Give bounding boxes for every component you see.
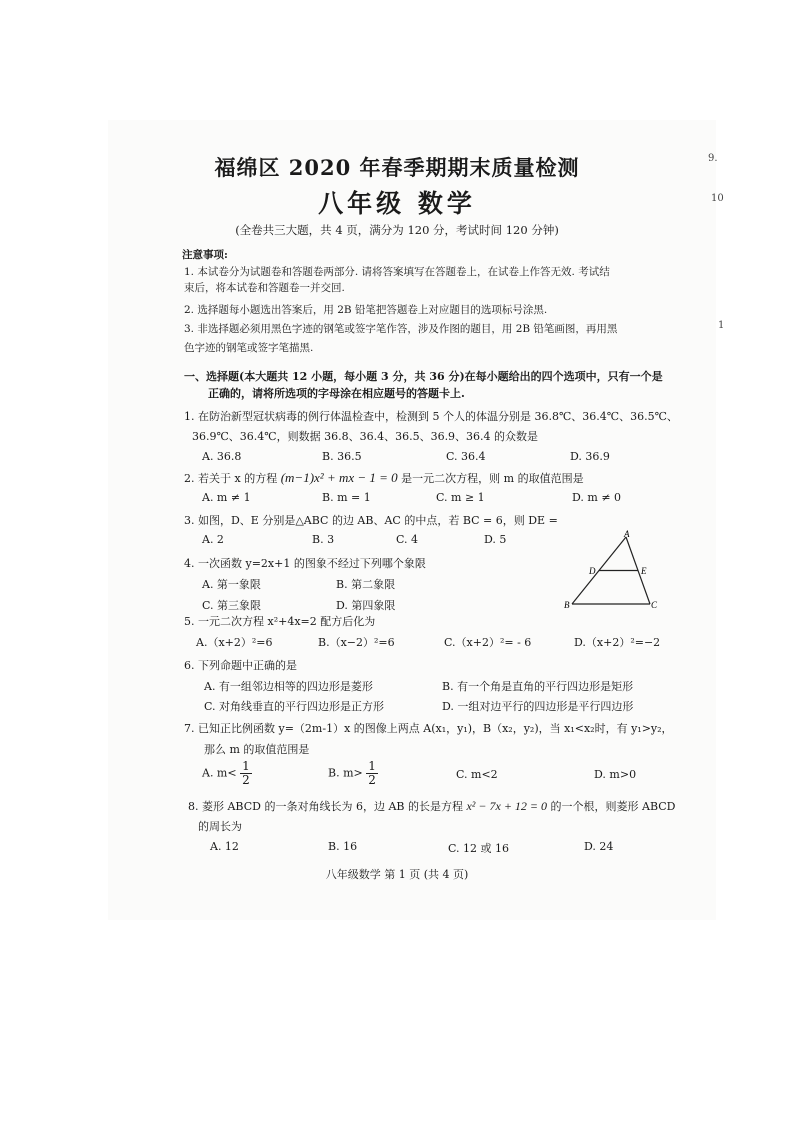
page-footer: 八年级数学 第 1 页 (共 4 页) — [325, 868, 469, 881]
q2-option-c: C. m ≥ 1 — [436, 491, 485, 504]
q4-stem: 4. 一次函数 y=2x+1 的图象不经过下列哪个象限 — [184, 557, 426, 570]
q1-option-a: A. 36.8 — [202, 450, 242, 463]
q4-option-a: A. 第一象限 — [202, 578, 261, 591]
q5-stem: 5. 一元二次方程 x²+4x=2 配方后化为 — [184, 615, 376, 628]
q1-option-b: B. 36.5 — [322, 450, 362, 463]
q1-option-d: D. 36.9 — [570, 450, 610, 463]
edge-mark: 9. — [708, 153, 718, 164]
q7-option-c: C. m<2 — [456, 768, 498, 781]
q7-option-a: A. m< — [202, 766, 237, 780]
q4-option-b: B. 第二象限 — [336, 578, 396, 591]
q5-option-c: C.（x+2）²= - 6 — [444, 636, 532, 649]
q2-equation: (m−1)x² + mx − 1 = 0 — [280, 470, 398, 485]
notice-line: 1. 本试卷分为试题卷和答题卷两部分. 请将答案填写在答题卷上，在试卷上作答无效. 考试结 — [184, 266, 610, 278]
q8-equation: x² − 7x + 12 = 0 — [466, 799, 548, 813]
q8-option-b: B. 16 — [328, 840, 358, 853]
q3-option-c: C. 4 — [396, 533, 419, 546]
notice-line: 束后，将本试卷和答题卷一并交回. — [184, 282, 345, 294]
section-heading: 一、选择题(本大题共 12 小题，每小题 3 分，共 36 分)在每小题给出的四个选项中，只有一个是 — [184, 370, 663, 383]
q7-fraction-half: $\frac{1}{2}$ — [242, 759, 250, 787]
q1-stem-cont: 36.9℃、36.4℃，则数据 36.8、36.4、36.5、36.9、36.4 的众数是 — [192, 430, 539, 443]
q4-option-c: C. 第三象限 — [202, 599, 262, 612]
q7-stem-cont: 那么 m 的取值范围是 — [204, 743, 310, 756]
q2-option-a: A. m ≠ 1 — [202, 491, 251, 504]
triangle-figure — [560, 528, 664, 612]
q3-option-b: B. 3 — [312, 533, 335, 546]
exam-info: (全卷共三大题，共 4 页，满分为 120 分，考试时间 120 分钟) — [235, 223, 559, 237]
q5-option-d: D.（x+2）²=−2 — [574, 636, 661, 649]
exam-title: 福绵区 2020 年春季期期末质量检测 — [214, 155, 580, 180]
label-e: E — [641, 566, 647, 576]
q1-stem: 1. 在防治新型冠状病毒的例行体温检查中，检测到 5 个人的体温分别是 36.8℃、36.4℃、36.5℃、 — [184, 410, 678, 423]
q1-option-c: C. 36.4 — [446, 450, 486, 463]
q7-option-b: B. m> — [328, 766, 363, 780]
q7-option-d: D. m>0 — [594, 768, 637, 781]
q8-option-c: C. 12 或 16 — [448, 842, 510, 855]
q6-option-b: B. 有一个角是直角的平行四边形是矩形 — [442, 680, 634, 693]
notice-line: 2. 选择题每小题选出答案后，用 2B 铅笔把答题卷上对应题目的选项标号涂黑. — [184, 304, 548, 316]
q2-option-b: B. m = 1 — [322, 491, 371, 504]
q2-option-d: D. m ≠ 0 — [572, 491, 622, 504]
q7-stem: 7. 已知正比例函数 y=（2m-1）x 的图像上两点 A(x₁，y₁)，B（x₂，y₂)，当 x₁<x₂时，有 y₁>y₂， — [184, 722, 673, 735]
q6-option-c: C. 对角线垂直的平行四边形是正方形 — [204, 700, 385, 713]
notice-line: 3. 非选择题必须用黑色字迹的钢笔或签字笔作答，涉及作图的题目，用 2B 铅笔画图，再用黑 — [184, 323, 618, 335]
q5-option-a: A.（x+2）²=6 — [196, 636, 273, 649]
q3-stem: 3. 如图，D、E 分别是△ABC 的边 AB、AC 的中点，若 BC = 6，则 DE = — [184, 514, 558, 527]
exam-subtitle: 八年级 数学 — [318, 189, 476, 218]
label-b: B — [564, 600, 570, 610]
q6-option-a: A. 有一组邻边相等的四边形是菱形 — [204, 680, 373, 693]
label-a: A — [624, 529, 630, 539]
q8-stem-end: 的一个根，则菱形 ABCD — [550, 800, 676, 813]
q3-option-a: A. 2 — [202, 533, 224, 546]
q8-stem: 8. 菱形 ABCD 的一条对角线长为 6，边 AB 的长是方程 — [188, 800, 463, 813]
label-d: D — [589, 566, 596, 576]
q8-stem-cont: 的周长为 — [198, 820, 242, 833]
q7-fraction-half: $\frac{1}{2}$ — [368, 759, 376, 787]
q4-option-d: D. 第四象限 — [336, 599, 396, 612]
q8-option-a: A. 12 — [210, 840, 239, 853]
q5-option-b: B.（x−2）²=6 — [318, 636, 395, 649]
q3-option-d: D. 5 — [484, 533, 507, 546]
section-heading-cont: 正确的，请将所选项的字母涂在相应题号的答题卡上. — [208, 387, 465, 400]
label-c: C — [651, 600, 658, 610]
q2-stem-end: 是一元二次方程，则 m 的取值范围是 — [401, 472, 584, 485]
notice-heading: 注意事项: — [182, 249, 228, 261]
notice-line: 色字迹的钢笔或签字笔描黑. — [184, 342, 314, 354]
edge-mark: 1 — [718, 320, 725, 331]
edge-mark: 10 — [711, 193, 724, 204]
q6-option-d: D. 一组对边平行的四边形是平行四边形 — [442, 700, 634, 713]
q8-option-d: D. 24 — [584, 840, 614, 853]
q6-stem: 6. 下列命题中正确的是 — [184, 659, 297, 672]
q2-stem: 2. 若关于 x 的方程 — [184, 472, 278, 485]
